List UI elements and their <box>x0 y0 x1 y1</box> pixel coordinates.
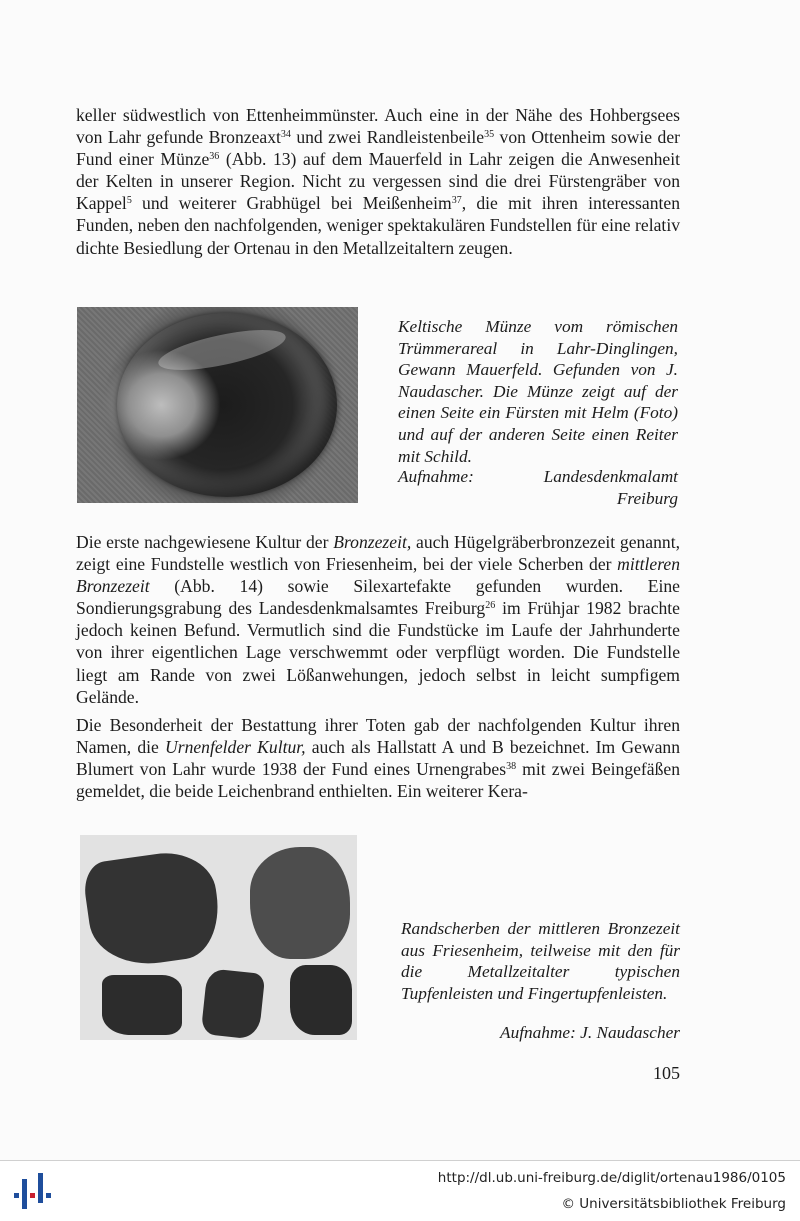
footnote-ref: 34 <box>280 129 291 141</box>
credit-name: Landesdenkmalamt <box>543 467 678 486</box>
library-footer <box>0 1160 800 1221</box>
shard-1 <box>81 846 225 971</box>
copyright-notice: © Universitätsbibliothek Freiburg <box>561 1196 786 1212</box>
permalink-url[interactable]: http://dl.ub.uni-freiburg.de/diglit/ortenau1986/0105 <box>437 1170 786 1186</box>
shard-5 <box>290 965 352 1035</box>
footnote-ref: 36 <box>209 151 220 163</box>
shard-2 <box>250 847 350 959</box>
figure-13-credit <box>398 466 678 509</box>
celtic-coin-photo <box>77 307 358 503</box>
figure-13-caption: Keltische Münze vom römischen Trümmerareal in Lahr-Dinglingen, Gewann Mauerfeld. Gefunden von J. Naudascher. Die Münze zeigt auf der einen Seite ein Fürsten mit Helm (Foto) und auf der anderen Seite einen Reiter mit Schild. <box>398 317 678 466</box>
page-number: 105 <box>653 1063 680 1083</box>
credit-name-line-2: Freiburg <box>616 488 678 508</box>
body-paragraph-1: keller südwestlich von Ettenheimmünster. Auch eine in der Nähe des Hohbergsees von Lahr gefunde Bronzeaxt$^{34}$ und zwei Randleistenbeile$^{35}$ von Ottenheim sowie der Fund einer Münze$^{36}$ (Abb. 13) auf dem Mauerfeld in Lahr zeigen die Anwesenheit der Kelten in unserer Region. Nicht zu vergessen sind die drei Fürstengräber von Kappel$^5$ und weiterer Grabhügel bei Meißenheim$^{37}$, die mit ihren interessanten Funden, neben den nachfolgenden, weniger spektakulären Fundstellen für eine relativ dichte Besiedlung der Ortenau in den Metallzeitaltern zeugen. <box>76 105 681 258</box>
pottery-shards-photo <box>80 835 357 1040</box>
body-paragraph-3: Die Besonderheit der Bestattung ihrer Toten gab der nachfolgenden Kultur ihren Namen, die Urnenfelder Kultur, auch als Hallstatt A und B bezeichnet. Im Gewann Blumert von Lahr wurde 1938 der Fund eines Urnengrabes$^{38}$ mit zwei Beingefäßen gemeldet, die beide Leichenbrand enthielten. Ein weiterer Kera- <box>76 715 681 802</box>
footnote-ref: 37 <box>451 195 462 207</box>
ub-freiburg-logo-icon <box>10 1169 54 1213</box>
body-paragraph-2: Die erste nachgewiesene Kultur der Bronzezeit, auch Hügelgräberbronzezeit genannt, zeigt eine Fundstelle westlich von Friesenheim, bei der viele Scherben der mittleren Bronzezeit (Abb. 14) sowie Silexartefakte gefunden wurden. Eine Sondierungsgrabung des Landesdenkmalsamtes Freiburg$^{26}$ im Frühjar 1982 brachte jedoch keinen Befund. Vermutlich sind die Fundstücke im Laufe der Jahrhunderte von ihrer eigentlichen Lage verschwemmt oder verpflügt worden. Die Fundstelle liegt am Rande von zwei Lößanwehungen, jedoch selbst in leicht sumpfigem Gelände. <box>76 532 680 707</box>
footnote-ref: 5 <box>126 195 132 207</box>
shard-4 <box>201 968 266 1040</box>
footnote-ref: 35 <box>484 129 495 141</box>
figure-14-caption: Randscherben der mittleren Bronzezeit aus Friesenheim, teilweise mit den für die Metallzeitalter typischen Tupfenleisten und Fingertupfenleisten. <box>401 919 680 1003</box>
shard-3 <box>102 975 182 1035</box>
footnote-ref: 26 <box>485 600 496 612</box>
credit-label: Aufnahme: <box>398 467 474 486</box>
footnote-ref: 38 <box>506 761 517 773</box>
figure-14-credit: Aufnahme: J. Naudascher <box>500 1023 680 1042</box>
